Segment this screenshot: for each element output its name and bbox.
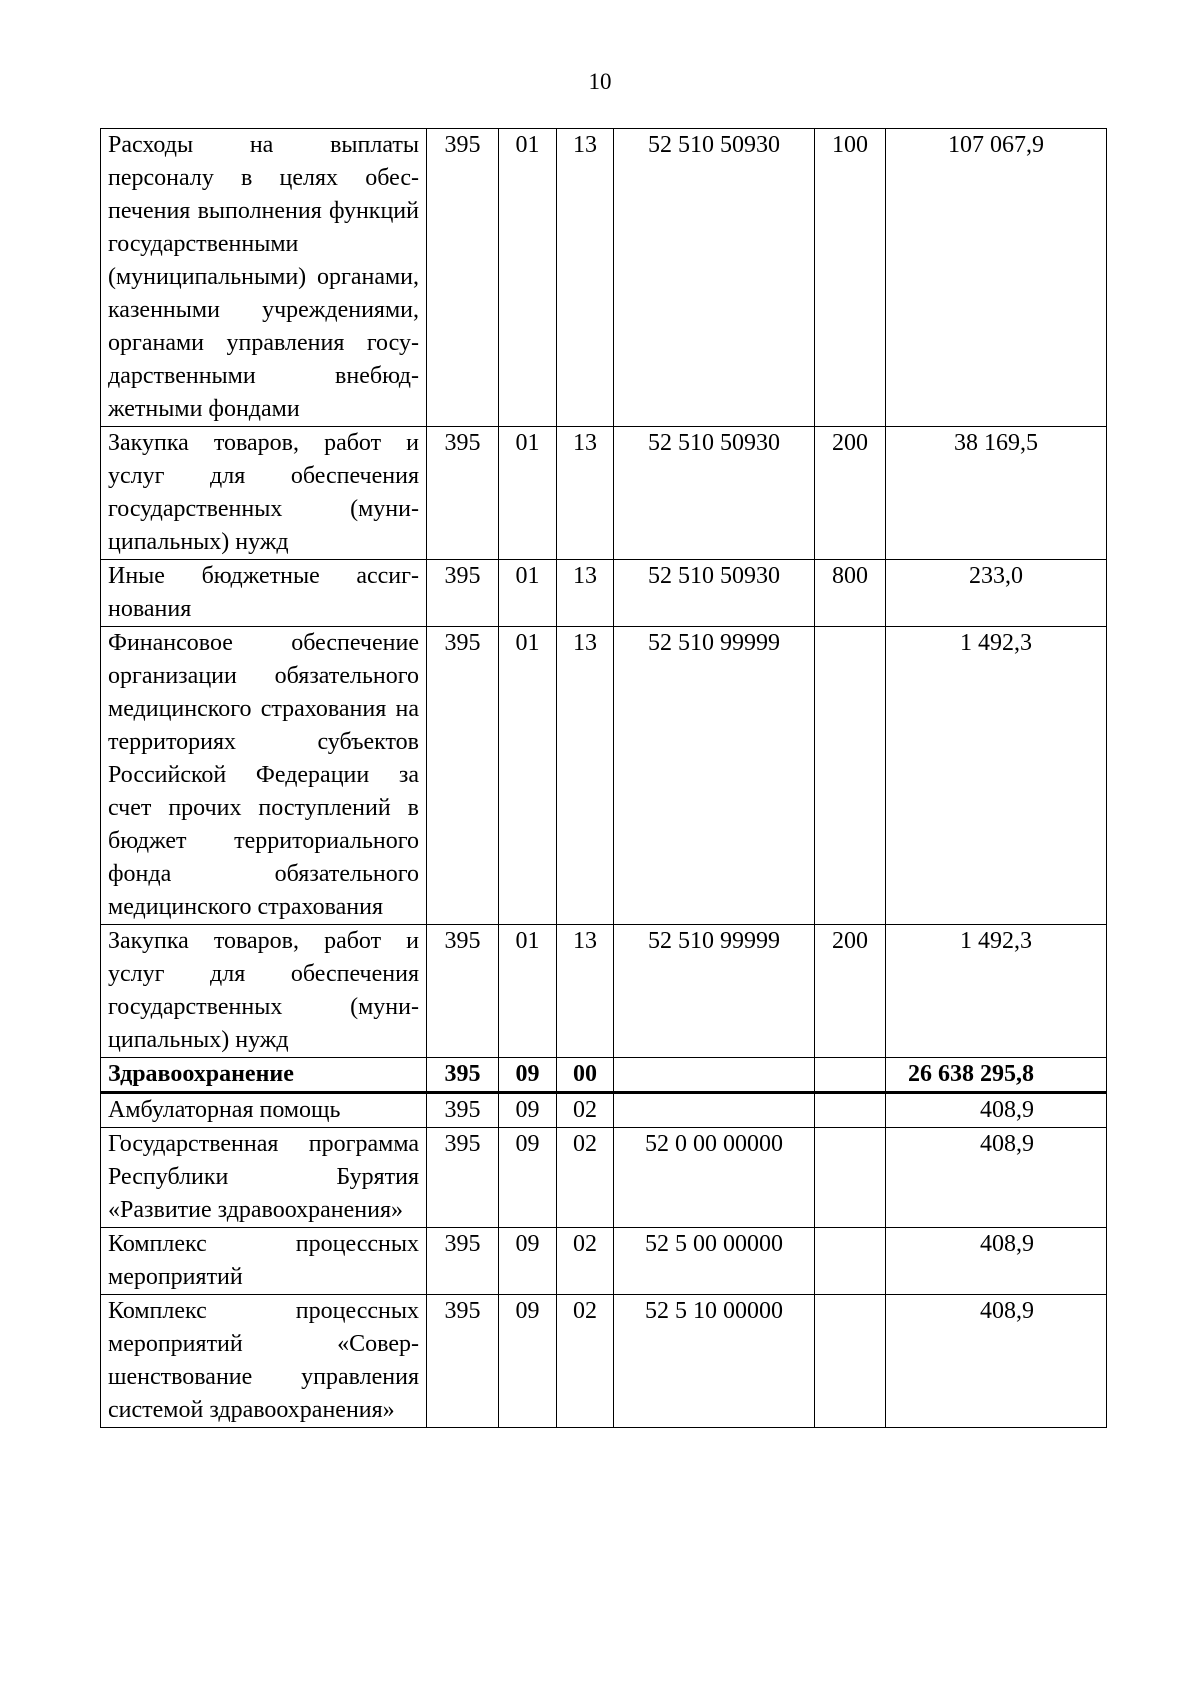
table-row: [101, 129, 1107, 427]
row-vr-cell: [815, 1128, 886, 1228]
row-vr-cell: [815, 1295, 886, 1428]
budget-table: [100, 128, 1107, 1428]
row-pr-cell: 02: [557, 1093, 614, 1128]
table-row: [101, 427, 1107, 560]
row-sum-cell: 408,9: [886, 1128, 1107, 1228]
row-name-cell: Финансовое обеспечение организации обязательного медицинского страхования на территориях субъектов Российской Федерации за счет прочих поступлений в бюджет территориального фонда обязательного медицинского страхования: [101, 627, 427, 925]
row-gr-cell: 395: [427, 627, 499, 925]
row-name-cell: Закупка товаров, работ и услуг для обеспечения государственных (муниципальных) нужд: [101, 925, 427, 1058]
row-rz-cell: 09: [499, 1228, 557, 1295]
row-gr-cell: 395: [427, 1295, 499, 1428]
row-sum-cell: 26 638 295,8: [886, 1058, 1107, 1093]
row-rz-cell: 09: [499, 1058, 557, 1093]
row-vr-cell: 200: [815, 925, 886, 1058]
row-name-cell: Иные бюджетные ассигнования: [101, 560, 427, 627]
row-sum-cell: 233,0: [886, 560, 1107, 627]
row-gr-cell: 395: [427, 1228, 499, 1295]
row-gr-cell: 395: [427, 1128, 499, 1228]
row-gr-cell: 395: [427, 1093, 499, 1128]
row-pr-cell: 13: [557, 627, 614, 925]
row-rz-cell: 01: [499, 129, 557, 427]
row-name-cell: Амбулаторная помощь: [101, 1093, 427, 1128]
table-row: [101, 627, 1107, 925]
page-number: 10: [588, 69, 612, 94]
row-csr-cell: 52 510 50930: [614, 427, 815, 560]
row-rz-cell: 09: [499, 1128, 557, 1228]
row-pr-cell: 02: [557, 1228, 614, 1295]
row-vr-cell: 200: [815, 427, 886, 560]
row-csr-cell: 52 0 00 00000: [614, 1128, 815, 1228]
row-vr-cell: 100: [815, 129, 886, 427]
row-sum-cell: 408,9: [886, 1295, 1107, 1428]
row-csr-cell: 52 510 50930: [614, 129, 815, 427]
row-sum-cell: 107 067,9: [886, 129, 1107, 427]
row-pr-cell: 13: [557, 925, 614, 1058]
row-pr-cell: 00: [557, 1058, 614, 1093]
row-gr-cell: 395: [427, 560, 499, 627]
row-rz-cell: 09: [499, 1295, 557, 1428]
row-csr-cell: 52 510 50930: [614, 560, 815, 627]
row-sum-cell: 1 492,3: [886, 627, 1107, 925]
row-name-cell: Комплекс процессных мероприятий: [101, 1228, 427, 1295]
table-row: [101, 1058, 1107, 1093]
row-vr-cell: [815, 1093, 886, 1128]
row-vr-cell: [815, 627, 886, 925]
row-name-cell: Комплекс процессных мероприятий «Совершенствование управления системой здравоохранения»: [101, 1295, 427, 1428]
row-sum-cell: 1 492,3: [886, 925, 1107, 1058]
row-vr-cell: 800: [815, 560, 886, 627]
row-csr-cell: 52 5 10 00000: [614, 1295, 815, 1428]
row-rz-cell: 01: [499, 925, 557, 1058]
row-gr-cell: 395: [427, 1058, 499, 1093]
row-name-cell: Государственная программа Республики Бурятия «Развитие здравоохранения»: [101, 1128, 427, 1228]
row-csr-cell: [614, 1093, 815, 1128]
table-row: [101, 1295, 1107, 1428]
row-name-cell: Здравоохранение: [101, 1058, 427, 1093]
row-gr-cell: 395: [427, 129, 499, 427]
row-pr-cell: 02: [557, 1295, 614, 1428]
row-pr-cell: 13: [557, 427, 614, 560]
row-csr-cell: [614, 1058, 815, 1093]
row-gr-cell: 395: [427, 427, 499, 560]
row-rz-cell: 01: [499, 560, 557, 627]
row-rz-cell: 09: [499, 1093, 557, 1128]
row-name-cell: Расходы на выплаты персоналу в целях обеспечения выполнения функций государственными (муниципальными) органами, казенными учреждениями, органами управления государственными внебюджетными фондами: [101, 129, 427, 427]
row-pr-cell: 13: [557, 129, 614, 427]
row-rz-cell: 01: [499, 427, 557, 560]
row-csr-cell: 52 510 99999: [614, 627, 815, 925]
row-pr-cell: 02: [557, 1128, 614, 1228]
row-pr-cell: 13: [557, 560, 614, 627]
row-sum-cell: 408,9: [886, 1093, 1107, 1128]
row-name-cell: Закупка товаров, работ и услуг для обеспечения государственных (муниципальных) нужд: [101, 427, 427, 560]
row-sum-cell: 408,9: [886, 1228, 1107, 1295]
row-gr-cell: 395: [427, 925, 499, 1058]
table-row: [101, 560, 1107, 627]
row-sum-cell: 38 169,5: [886, 427, 1107, 560]
table-row: [101, 925, 1107, 1058]
row-vr-cell: [815, 1058, 886, 1093]
table-row: [101, 1093, 1107, 1128]
table-row: [101, 1128, 1107, 1228]
row-rz-cell: 01: [499, 627, 557, 925]
budget-table-body: [101, 129, 1107, 1428]
row-csr-cell: 52 510 99999: [614, 925, 815, 1058]
table-row: [101, 1228, 1107, 1295]
row-vr-cell: [815, 1228, 886, 1295]
row-csr-cell: 52 5 00 00000: [614, 1228, 815, 1295]
